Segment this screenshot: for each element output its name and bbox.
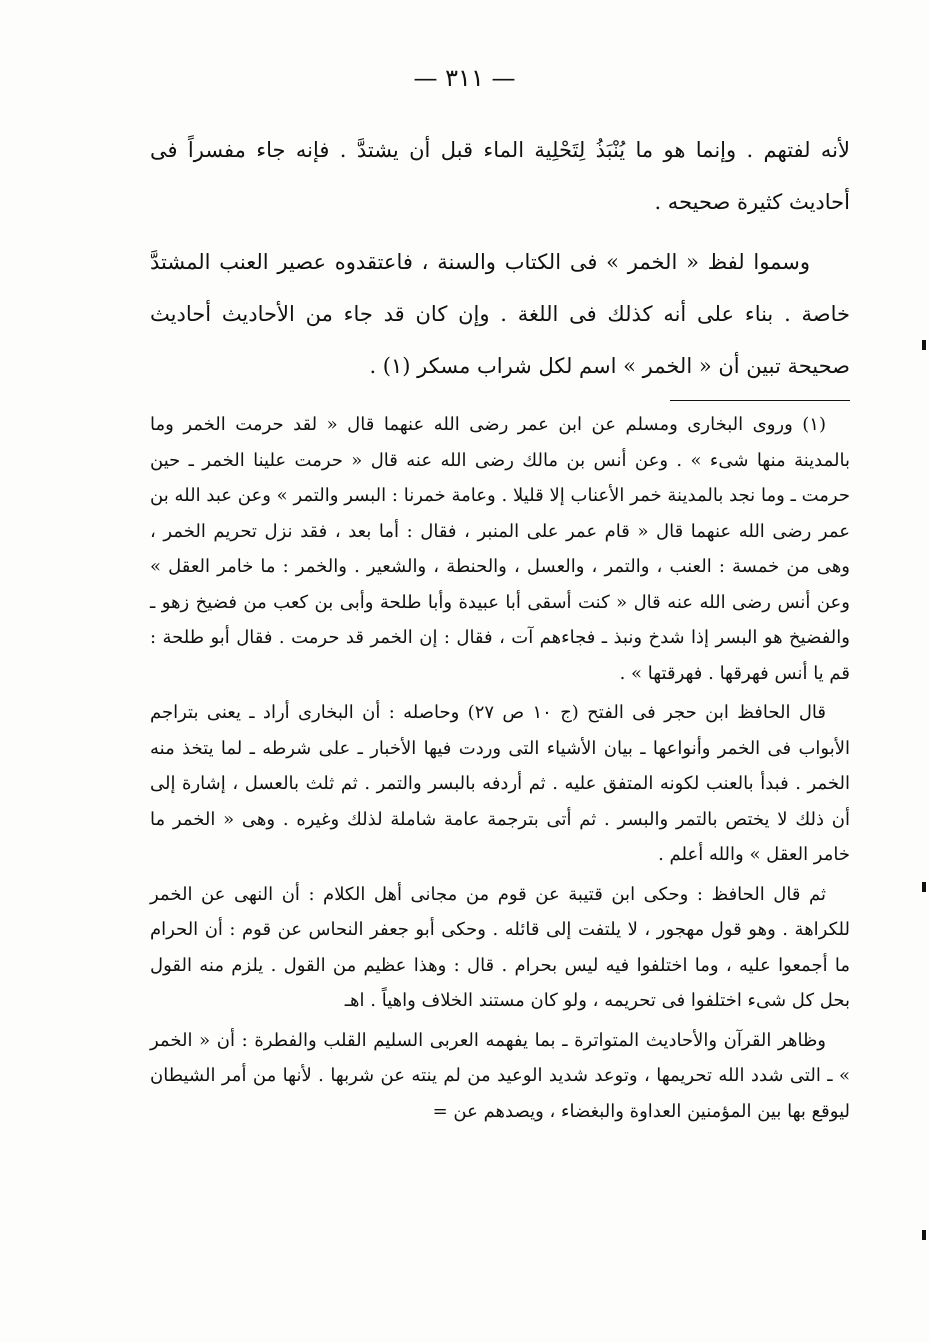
- footnote-paragraph: قال الحافظ ابن حجر فى الفتح (ج ١٠ ص ٢٧) وحاصله : أن البخارى أراد ـ يعنى بتراجم الأبواب فى الخمر وأنواعها ـ بيان الأشياء التى وردت فيها الأخبار ـ على شرطه ـ لما يتخذ منه الخمر . فبدأ بالعنب لكونه المتفق عليه . ثم أردفه بالبسر والتمر . ثم ثلث بالعسل ، إشارة إلى أن ذلك لا يختص بالتمر والبسر . ثم أتى بترجمة عامة شاملة لذلك وغيره . وهى « الخمر ما خامر العقل » والله أعلم .: [150, 702, 850, 865]
- main-paragraph: وسموا لفظ « الخمر » فى الكتاب والسنة ، فاعتقدوه عصير العنب المشتدَّ خاصة . بناء على أنه كذلك فى اللغة . وإن كان قد جاء من الأحاديث أحاديث صحيحة تبين أن « الخمر » اسم لكل شراب مسكر (١) .: [150, 250, 850, 378]
- margin-mark: [922, 340, 926, 350]
- main-paragraph: لأنه لفتهم . وإنما هو ما يُنْبَذُ لِتَحْلِية الماء قبل أن يشتدَّ . فإنه جاء مفسراً فى أحاديث كثيرة صحيحه .: [150, 138, 850, 214]
- footnotes: [150, 407, 850, 1129]
- page-text: [150, 124, 850, 1133]
- page-number: — ٣١١ —: [413, 64, 516, 92]
- footnote-paragraph: وظاهر القرآن والأحاديث المتواترة ـ بما يفهمه العربى السليم القلب والفطرة : أن « الخمر » ـ التى شدد الله تحريمها ، وتوعد شديد الوعيد من لم ينته عن شربها . لأنها من أمر الشيطان ليوقع بها بين المؤمنين العداوة والبغضاء ، ويصدهم عن =: [150, 1029, 850, 1122]
- margin-mark: [922, 882, 926, 892]
- footnote-separator: [670, 400, 850, 401]
- margin-mark: [922, 1230, 926, 1240]
- footnote-paragraph: ثم قال الحافظ : وحكى ابن قتيبة عن قوم من مجانى أهل الكلام : أن النهى عن الخمر للكراهة . وهو قول مهجور ، لا يلتفت إلى قائله . وحكى أبو جعفر النحاس عن قوم : أن الحرام ما أجمعوا عليه ، وما اختلفوا فيه ليس بحرام . قال : وهذا عظيم من القول . يلزم منه القول بحل كل شىء اختلفوا فى تحريمه ، ولو كان مستند الخلاف واهياً . اهـ: [150, 883, 851, 1011]
- main-text: [150, 124, 850, 392]
- footnote-paragraph: (١) وروى البخارى ومسلم عن ابن عمر رضى الله عنهما قال « لقد حرمت الخمر وما بالمدينة منها شىء » . وعن أنس بن مالك رضى الله عنه قال « حرمت علينا الخمر ـ حين حرمت ـ وما نجد بالمدينة خمر الأعناب إلا قليلا . وعامة خمرنا : البسر والتمر » وعن عبد الله بن عمر رضى الله عنهما قال « قام عمر على المنبر ، فقال : أما بعد ، فقد نزل تحريم الخمر ، وهى من خمسة : العنب ، والتمر ، والعسل ، والحنطة ، والشعير . والخمر : ما خامر العقل » وعن أنس رضى الله عنه قال « كنت أسقى أبا عبيدة وأبا طلحة وأبى بن كعب من فضيخ زهو ـ والفضيخ هو البسر إذا شدخ ونبذ ـ فجاءهم آت ، فقال : إن الخمر قد حرمت . فقال أبو طلحة : قم يا أنس فهرقها . فهرقتها » .: [150, 414, 850, 684]
